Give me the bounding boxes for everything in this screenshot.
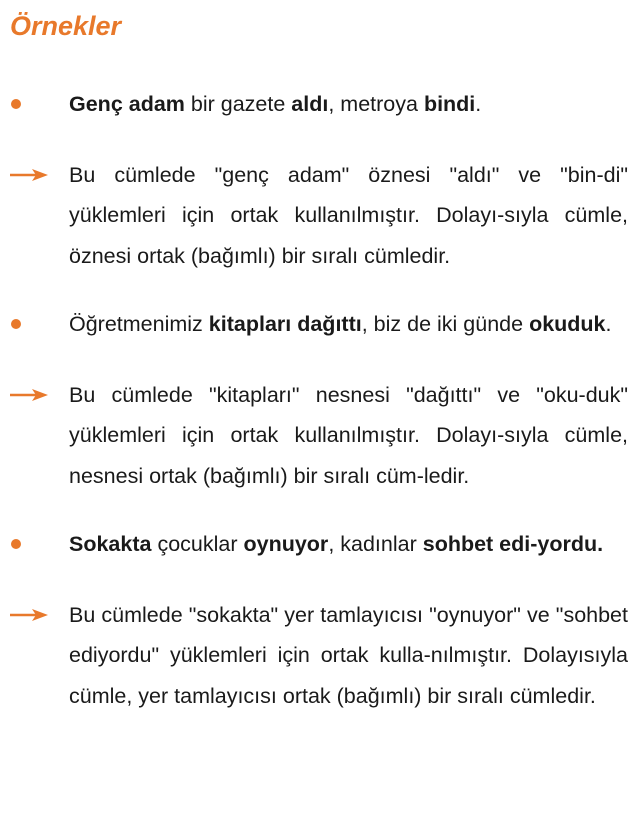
explanation-text: Bu cümlede "genç adam" öznesi "aldı" ve "bin-di" yüklemleri için ortak kullanılmıştır. Dolayı-sıyla cümle, öznesi ortak (bağımlı) bir sıralı cümledir. xyxy=(69,162,628,268)
example-explanation xyxy=(10,595,628,717)
bold-text: kitapları dağıttı xyxy=(208,312,362,336)
example-explanation xyxy=(10,375,628,497)
bold-text: Sokakta xyxy=(69,532,152,556)
plain-text: , kadınlar xyxy=(328,532,423,556)
bold-text: oynuyor xyxy=(243,532,329,556)
explanation-text: Bu cümlede "kitapları" nesnesi "dağıttı" ve "oku-duk" yüklemleri için ortak kullanılmıştır. Dolayı-sıyla cümle, nesnesi ortak (bağımlı) bir sıralı cüm-ledir. xyxy=(69,382,628,488)
explanation-text: Bu cümlede "sokakta" yer tamlayıcısı "oynuyor" ve "sohbet ediyordu" yüklemleri için ortak kulla-nılmıştır. Dolayısıyla cümle, yer tamlayıcısı ortak (bağımlı) bir sıralı cümledir. xyxy=(69,602,628,708)
example-explanation xyxy=(10,155,628,277)
bold-text: Genç adam xyxy=(69,92,185,116)
example-sentence xyxy=(10,304,628,345)
bold-text: okuduk xyxy=(529,312,606,336)
orange-dot-bullet-icon xyxy=(10,304,21,345)
example-sentence xyxy=(10,524,628,565)
plain-text: Öğretmenimiz xyxy=(69,312,209,336)
plain-text: , biz de iki günde xyxy=(361,312,530,336)
orange-arrow-icon xyxy=(10,375,48,416)
plain-text: . xyxy=(475,92,482,116)
plain-text: , metroya xyxy=(328,92,424,116)
plain-text: bir gazete xyxy=(184,92,292,116)
bold-text: aldı xyxy=(291,92,329,116)
bold-text: bindi xyxy=(423,92,476,116)
plain-text: çocuklar xyxy=(151,532,244,556)
orange-dot-bullet-icon xyxy=(10,524,21,565)
plain-text: . xyxy=(605,312,612,336)
example-sentence xyxy=(10,84,628,125)
orange-arrow-icon xyxy=(10,595,48,636)
orange-arrow-icon xyxy=(10,155,48,196)
section-title: Örnekler xyxy=(10,11,122,41)
orange-dot-bullet-icon xyxy=(10,84,21,125)
bold-text: sohbet edi-yordu. xyxy=(422,532,604,556)
